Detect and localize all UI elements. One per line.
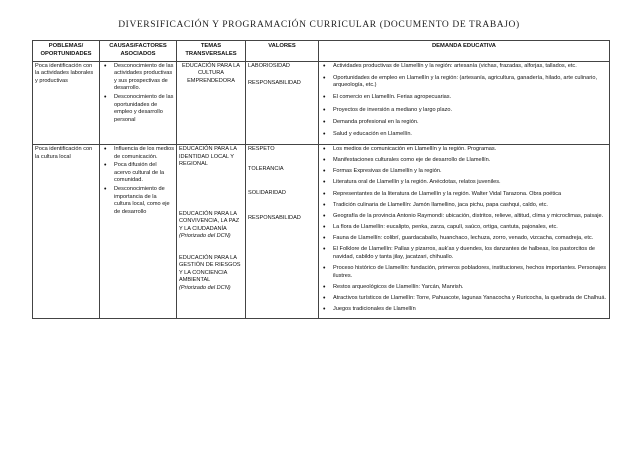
demanda-cell bbox=[319, 145, 610, 319]
list-item: • El Folklore de Llamellín: Pallas y pizarros, auk'as y duendes, los danzantes de halbeas, los pastorcitos de navidad, cabildo y tanta jilay, jacatzari, chihuallo. bbox=[329, 246, 607, 261]
valor-item: LABORIOSIDAD bbox=[248, 62, 290, 69]
list-item: • El comercio en Llamellín. Ferias agropecuarias. bbox=[329, 94, 607, 102]
list-item: • Desconocimiento de las actividades productivas y sus prospectivas de desarrollo. bbox=[110, 63, 174, 93]
list-item: • Desconocimiento de importancia de la cultura local, como eje de desarrollo bbox=[110, 186, 174, 216]
tema-note: (Priorizado del DCN) bbox=[179, 285, 231, 292]
demanda-cell bbox=[319, 61, 610, 144]
tema-subtitle: EMPRENDEDORA bbox=[187, 77, 235, 84]
tema-title: EDUCACIÓN PARA LA IDENTIDAD LOCAL Y REGIONAL bbox=[179, 146, 237, 168]
list-item: • Literatura oral de Llamellín y la región. Anécdotas, relatos juveniles. bbox=[329, 179, 607, 187]
header-problemas: POBLEMAS/ OPORTUNIDADES bbox=[33, 41, 100, 62]
valores-cell bbox=[246, 61, 319, 144]
list-item: • Representantes de la literatura de Llamellín y la región. Walter Vidal Tarazona. Obra poética bbox=[329, 191, 607, 199]
header-demanda: DEMANDA EDUCATIVA bbox=[319, 41, 610, 62]
valor-item: RESPONSABILIDAD bbox=[248, 80, 301, 87]
valor-item: RESPETO bbox=[248, 146, 275, 153]
document-title: DIVERSIFICACIÓN Y PROGRAMACIÓN CURRICULAR (DOCUMENTO DE TRABAJO) bbox=[118, 20, 520, 30]
temas-cell bbox=[177, 145, 246, 319]
list-item: • Restos arqueológicos de Llamellín: Yarcán, Manrish. bbox=[329, 284, 607, 292]
list-item: • Juegos tradicionales de Llamellín bbox=[329, 306, 607, 314]
list-item: • Desconocimiento de las oportunidades de empleo y desarrollo personal bbox=[110, 94, 174, 124]
list-item: • Oportunidades de empleo en Llamellín y la región: (artesanía, agricultura, ganadería, hilado, arte culinario, arqueología, etc.) bbox=[329, 75, 607, 90]
list-item: • Atractivos turísticos de Llamellín: Torre, Pahuacote, lagunas Yanacocha y Ruricocha, la quebrada de Chalhuá. bbox=[329, 295, 607, 303]
valores-cell bbox=[246, 145, 319, 319]
list-item: • Formas Expresivas de Llamellín y la región. bbox=[329, 168, 607, 176]
list-item: • Geografía de la provincia Antonio Raymondi: ubicación, distritos, relieve, altitud, clima y microclimas, paisaje. bbox=[329, 213, 607, 221]
tema-title: EDUCACIÓN PARA LA GESTIÓN DE RIESGOS Y LA CONCIENCIA AMBIENTAL bbox=[179, 254, 241, 284]
header-temas: TEMAS TRANSVERSALES bbox=[177, 41, 246, 62]
table-row bbox=[33, 61, 610, 144]
causas-cell bbox=[100, 145, 177, 319]
list-item: • Tradición culinaria de Llamellín: Jamón llamellino, jaca pichu, papa cashqui, caldo, etc. bbox=[329, 202, 607, 210]
list-item: • Fauna de Llamellín: colibrí, guardacaballo, huanchaco, lechuza, zorro, venado, vizcacha, comadreja, etc. bbox=[329, 235, 607, 243]
curriculum-table bbox=[32, 40, 610, 319]
problema-cell: Poca identificación con la cultura local bbox=[33, 145, 100, 319]
list-item: • Influencia de los medios de comunicación. bbox=[110, 146, 174, 161]
tema-title: EDUCACIÓN PARA LA CULTURA bbox=[181, 62, 241, 77]
list-item: • Actividades productivas de Llamellín y la región: artesanía (vichas, frazadas, alforjas, tallados, etc. bbox=[329, 63, 607, 71]
header-causas: CAUSAS/FACTORES ASOCIADOS bbox=[100, 41, 177, 62]
tema-title: EDUCACIÓN PARA LA CONVIVENCIA, LA PAZ Y LA CIUDADANÍA bbox=[179, 210, 240, 232]
valor-item: TOLERANCIA bbox=[248, 165, 284, 172]
list-item: • Demanda profesional en la región. bbox=[329, 119, 607, 127]
header-row bbox=[33, 41, 610, 62]
tema-note: (Priorizado del DCN) bbox=[179, 233, 231, 240]
temas-cell bbox=[177, 61, 246, 144]
list-item: • Los medios de comunicación en Llamellín y la región. Programas. bbox=[329, 146, 607, 154]
problema-cell: Poca identificación con la actividades laborales y productivas bbox=[33, 61, 100, 144]
header-valores: VALORES bbox=[246, 41, 319, 62]
list-item: • Proceso histórico de Llamellín: fundación, primeros pobladores, instituciones, hechos importantes. Personajes ilustres. bbox=[329, 265, 607, 280]
list-item: • La flora de Llamellín: eucalipto, penka, zarza, capulí, saúco, ortiga, cantuta, pajonales, etc. bbox=[329, 224, 607, 232]
causas-cell bbox=[100, 61, 177, 144]
list-item: • Salud y educación en Llamellín. bbox=[329, 131, 607, 139]
list-item: • Manifestaciones culturales como eje de desarrollo de Llamellín. bbox=[329, 157, 607, 165]
table-row bbox=[33, 145, 610, 319]
valor-item: SOLIDARIDAD bbox=[248, 190, 286, 197]
list-item: • Proyectos de inversión a mediano y largo plazo. bbox=[329, 107, 607, 115]
list-item: • Poca difusión del acervo cultural de la comunidad. bbox=[110, 162, 174, 185]
valor-item: RESPONSABILIDAD bbox=[248, 214, 301, 221]
